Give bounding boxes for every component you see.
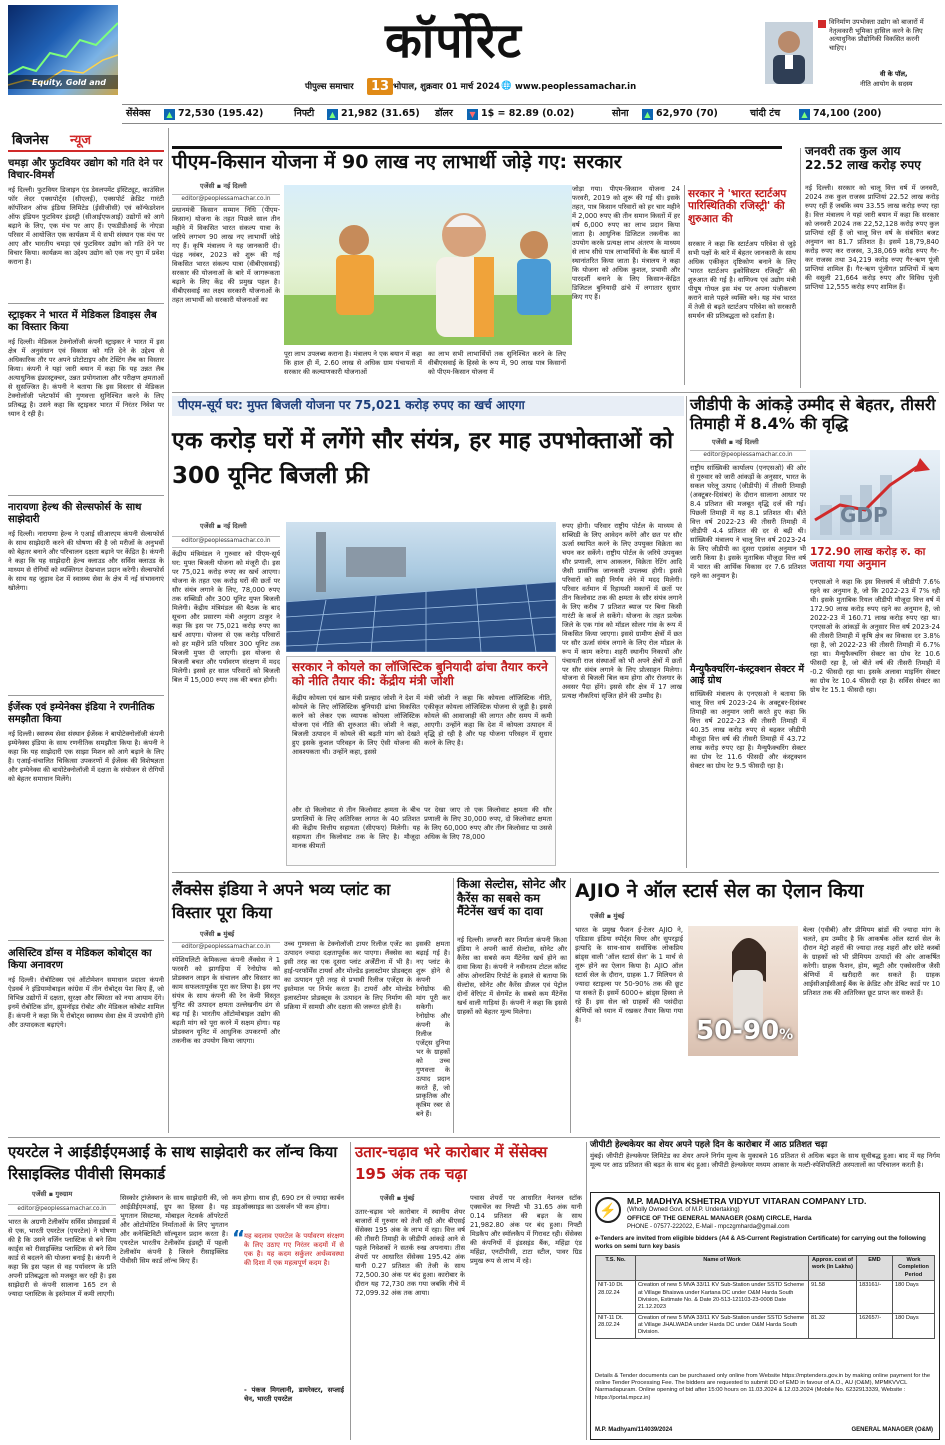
table-cell: Creation of new 5 MVA 33/11 KV Sub-Station under SSTD Scheme at Village Bhaiswa under Kartana DC under O&M Harda South Division, Estimate No. & Date 20-513-121103-23-0008 Date 21.12.2023 bbox=[636, 1281, 809, 1314]
arrow-up-icon: ▲ bbox=[799, 109, 810, 120]
sidebar-story-headline: असिस्टिव डॉग्स व मेडिकल कोबोट्स का किया अनावरण bbox=[8, 948, 152, 971]
table-cell: 183161/- bbox=[857, 1281, 893, 1314]
ticker-label-silver: चांदी टंच bbox=[750, 108, 781, 119]
ajio-ad-discount bbox=[696, 1014, 793, 1048]
ipo-headline: जीपीटी हेल्थकेयर का शेयर अपने पहले दिन के कारोबार में आठ प्रतिशत चढ़ा bbox=[590, 1140, 828, 1150]
table-cell: NIT-10 Dt. 28.02.24 bbox=[596, 1281, 636, 1314]
ipo-body: मुंबई। जीपीटी हेल्थकेयर लिमिटेड का शेयर अपने निर्गम मूल्य के मुकाबले 16 प्रतिशत से अधिक बढ़त के साथ सूचीबद्ध हुआ। बाद में यह निर्गम मूल्य पर आठ प्रतिशत की बढ़त के साथ बंद हुआ। जीपीटी हेल्थकेयर मध्यम आकार के मल्टी-स्पेशियलिटी अस्पतालों का परिचालन करती है। bbox=[590, 1152, 940, 1169]
sidebar-story-body: नई दिल्ली। रोबोटिक्स एवं ऑटोमेशन समाधान प्रदाता कंपनी ऐडवर्ब ने इंडियामोबाइल कांग्रेस में तीन रोबोट्स पेश किए हैं, जो विभिन्न उद्योगों में दक्षता, सुरक्षा और स्थिरता को नया आयाम देंगे। इनमें रोबोटिक डॉग, ह्यूमनॉइड रोबोट और मेडिकल कोबोट शामिल हैं। कंपनी ने कहा कि ये रोबोट्स स्वास्थ्य सेवा क्षेत्र में उपयोगी होंगे और उत्पादकता बढ़ाएंगे। bbox=[8, 976, 164, 1029]
revenue-headline: जनवरी तक कुल आय 22.52 लाख करोड़ रुपए bbox=[805, 144, 921, 173]
table-cell: 180 Days bbox=[893, 1313, 935, 1338]
pm-farmers-photo bbox=[284, 185, 572, 345]
byline: एजेंसी ▪ मुंबई bbox=[380, 1194, 415, 1202]
ticker-value-sensex: 72,530 (195.42) bbox=[178, 108, 264, 119]
tender-notice bbox=[590, 1192, 940, 1440]
ticker-value-silver: 74,100 (200) bbox=[813, 108, 882, 119]
arrow-up-icon: ▲ bbox=[327, 109, 338, 120]
page-number: 13 bbox=[367, 78, 393, 95]
ticker-label-gold: सोना bbox=[612, 108, 629, 119]
revenue-body: नई दिल्ली। सरकार को चालू वित्त वर्ष में जनवरी, 2024 तक कुल राजस्व प्राप्तियां 22.52 लाख करोड़ रुपए रहीं हैं जबकि व्यय 33.55 लाख करोड़ रुपए रहा है। वित्त मंत्रालय ने यहां जारी बयान में कहा कि सरकार को जनवरी 2024 तक 22,52,128 करोड़ रुपए कुल प्राप्तियां रहीं हैं जो चालू वित्त वर्ष के संबंधित बजट अनुमान का 81.7 प्रतिशत है। इसमें 18,79,840 करोड़ रुपए कर राजस्व, 3,38,069 करोड़ रुपए गैर-कर राजस्व तथा 34,219 करोड़ रुपए गैर-ऋण पूंजी प्राप्तियां शामिल हैं। गैर-ऋण पूंजीगत प्राप्तियों में ऋण की वसूली 21,664 करोड़ रुपए और विविध पूंजी प्राप्तियां 12,555 करोड़ रुपए शामिल हैं। bbox=[805, 184, 939, 291]
sidebar-story-headline: ईजेंस्क एवं इम्येनेक्स इंडिया ने रणनीतिक समझौता किया bbox=[8, 702, 155, 725]
table-header: T.S. No. bbox=[596, 1256, 636, 1281]
email-link[interactable]: editor@peoplessamachar.co.in bbox=[690, 450, 806, 462]
sidebar-story-body: नई दिल्ली। फुटवियर डिजाइन एंड डेवलपमेंट इंस्टिट्यूट, काउंसिल फॉर लेदर एक्सपोर्ट्स (सीएलई), एक्सपोर्ट क्रेडिट गारंटी कॉर्पोरेशन ऑफ इंडिया लिमिटेड (ईसीजीसी) एवं कॉन्फेडरेशन ऑफ इंडियन फुटवियर इंडस्ट्री (सीआईएफआई) उद्योगों को आगे बढ़ाने के लिए, एक मंच पर आए हैं। एफडीडीआई के नोएडा परिसर में आयोजित एक कार्यक्रम में ये सभी संस्थान एक मंच पर आए और भारतीय चमड़ा एवं फुटवियर उद्योग को गति देने पर विचार किया। कार्यक्रम का उद्देश्य उद्योग को एक नए युग में प्रवेश कराना है। bbox=[8, 186, 164, 266]
email-link[interactable]: editor@peoplessamachar.co.in bbox=[8, 1204, 116, 1216]
ticker-label-nifty: निफ्टी bbox=[294, 108, 315, 119]
gdp-graphic bbox=[810, 450, 940, 540]
arrow-down-icon: ▼ bbox=[467, 109, 478, 120]
quote-mark-icon bbox=[818, 20, 826, 28]
article-column: पचास शेयरों पर आधारित नेशनल स्टॉक एक्सचेंज का निफ्टी भी 31.65 अंक यानी 0.14 प्रतिशत की बढ़त के साथ 21,982.80 अंक पर बंद हुआ। निफ्टी मिडकैप और स्मॉलकैप में गिरावट रही। सेंसेक्स की कंपनियों में इंडसइंड बैंक, महिंद्रा एंड महिंद्रा, एनटीपीसी, टाटा स्टील, पावर ग्रिड प्रमुख रूप से लाभ में रहे। bbox=[470, 1194, 582, 1265]
ajio-body2: बेल्स (एवीबी) और प्रीमियम ब्रांडों की ज्यादा मांग के चलते, हम उम्मीद है कि आकर्षक ऑल स्टार्स सेल के दौरान मेट्रो शहरों की ज्यादा तरह शहरों और छोटे कस्बों के ग्राहकों को भी प्रीमियम उत्पादों की ओर आकर्षित करेगी। ग्राहक फैशन, होम, ब्यूटी और एक्सेसरीज जैसी श्रेणियों में खरीदारी कर सकते हैं। ग्राहक आईसीआईसीआई बैंक के क्रेडिट और डेबिट कार्ड पर 10 प्रतिशत तक की अतिरिक्त छूट प्राप्त कर सकते हैं। bbox=[803, 926, 940, 997]
article-column: केंद्रीय मंत्रिमंडल ने गुरुवार को पीएम-सूर्य घर: मुफ्त बिजली योजना को मंजूरी दी। इस पर 75,021 करोड़ रुपए का खर्च आएगा। योजना के तहत एक करोड़ घरों की छतों पर सौर संयंत्र लगाने के लिए, 78,000 रुपए तक सब्सिडी और 300 यूनिट मुफ्त बिजली मिलेगी। केंद्रीय मंत्रिमंडल की बैठक के बाद सूचना और प्रसारण मंत्री अनुराग ठाकुर ने कहा कि इस पर 75,021 करोड़ रुपए का खर्च आएगा। योजना से एक करोड़ परिवारों को हर महीने प्रति परिवार 300 यूनिट तक बिजली मुफ्त दी जाएगी। इस योजना से बिजली बचत और पर्यावरण संरक्षण में मदद मिलेगी। इससे हर साल परिवारों को बिजली बिल में 15,000 रुपए तक की बचत होगी। bbox=[172, 550, 280, 684]
startup-headline: सरकार ने 'भारत स्टार्टअप पारिस्थितिकी रजिस्ट्री' की शुरुआत की bbox=[688, 188, 787, 225]
article-column: भारत के अग्रणी टेलीकॉम सर्विस प्रोवाइडर्स में से एक, भारती एयरटेल (एयरटेल) ने घोषणा की है कि उसने वर्जिन प्लास्टिक से बने सिम कार्ड्स को रीसाइक्लिड प्लास्टिक से बने सिम कार्ड से बदलने की योजना बनाई है। कंपनी ने कहा कि इस पहल से वह पर्यावरण के प्रति अपनी प्रतिबद्धता को मजबूत कर रही है। इस साझेदारी से कंपनी सालाना 165 टन से ज्यादा प्लास्टिक के इस्तेमाल में कमी लाएगी। bbox=[8, 1218, 116, 1298]
article-column: पर देखा जाए तो एक किलोवाट क्षमता की सौर प्रणाली के लिए 30,000 रुपए, दो किलोवाट क्षमता के लिए 60,000 रुपए और तीन किलोवाट या उससे अधिक के लिए 78,000 bbox=[424, 806, 552, 841]
market-ticker bbox=[122, 104, 942, 124]
lead-headline: पीएम-किसान योजना में 90 लाख नए लाभार्थी जोड़े गए: सरकार bbox=[172, 146, 782, 173]
table-cell: 81.32 bbox=[809, 1313, 857, 1338]
sidebar-story-body: नई दिल्ली। मेडिकल टेक्नोलॉजी कंपनी स्ट्राइकर ने भारत में इस क्षेत्र में अनुसंधान एवं विकास को गति देने के उद्देश्य से अधिकारिक तौर पर अपने प्रोटोटाइप और टेस्टिंग लैब का विस्तार किया। कंपनी ने यहां जारी बयान में कहा कि यह उन्नत लैब अत्याधुनिक इंफ्रास्ट्रक्चर, उन्नत प्रयोगशाला और परीक्षण क्षमताओं से सुसज्जित है। कंपनी ने बताया कि इस विस्तार से मेडिकल टेक्नोलॉजी प्लेटफॉर्म की गुणवत्ता सुनिश्चित करने के लिए प्रतिबद्ध है। उसने कहा कि स्ट्राइकर भारत में निरंतर निवेश पर ध्यान दे रही है। bbox=[8, 338, 164, 418]
tender-subtitle: (Wholly Owned Govt. of M.P. Undertaking) bbox=[627, 1207, 740, 1213]
article-column: पूरा लाभ उपलब्ध कराना है। मंत्रालय ने एक बयान में कहा कि हाल ही में, 2.60 लाख से अधिक ग्राम पंचायतों में सरकार की कल्याणकारी योजनाओं bbox=[284, 350, 422, 376]
table-cell: NIT-11 Dt. 28.02.24 bbox=[596, 1313, 636, 1338]
article-column: उच्च गुणवत्ता के टेक्नोलॉजी टायर रिलीज एजेंट का उत्पादन ज्यादा दक्षतापूर्वक कर पाएगा। लैंक्सेस का इसी तरह का एक दूसरा प्लांट अर्जेंटीना में भी है। हाई-परफॉर्मेंस टायर्स और मोल्डेड इलास्टोमर प्रोडक्ट्स का उत्पादन पूरी तरह से प्रभावी रिलीज एजेंट्स के इस्तेमाल पर निर्भर करता है। टायरों और मोल्डेड इलास्टोमर प्रोडक्ट्स के उत्पादन के लिए निर्माण की प्रक्रिया में सामग्री और दक्षता की जरूरत होती है। bbox=[284, 940, 412, 1011]
sidebar-business-news bbox=[8, 128, 164, 1133]
table-cell: Creation of new 5 MVA 33/11 KV Sub-Station under SSTD Scheme at Village JHALWADA under Harda DC under O&M Harda South Division. bbox=[636, 1313, 809, 1338]
sidebar-story-body: नई दिल्ली। नारायणा हेल्थ ने एआई सीआरएम कंपनी सेल्सफोर्स के साथ साझेदारी करने की घोषणा की है जो मरीजों के अनुभवों को बेहतर बनाने और परिचालन दक्षता बढ़ाने पर केंद्रित है। कंपनी ने कहा कि यह साझेदारी हेल्थ क्लाउड और सर्विस क्लाउड के माध्यम से रोगियों को व्यक्तिगत देखभाल प्रदान करेगी। सेल्सफोर्स के साथ यह जुड़ाव देश में स्वास्थ्य सेवा के क्षेत्र में नई संभावनाएं खोलेगा। bbox=[8, 530, 164, 592]
sidebar-header bbox=[8, 132, 164, 152]
gdp-caption-head: 172.90 लाख करोड़ रु. का जताया गया अनुमान bbox=[810, 546, 926, 571]
gdp-body2: सांख्यिकी मंत्रालय के एनएसओ ने बताया कि चालू वित्त वर्ष 2023-24 के अक्टूबर-दिसंबर तिमाही का अनुमान जारी करते हुए कहा कि वित्त वर्ष 2022-23 की तीसरी तिमाही में 40.35 लाख करोड़ रुपए से बढ़कर जीडीपी मौजूदा वित्त वर्ष की तीसरी तिमाही में 43.72 लाख करोड़ रुपए रहा है। मैन्युफैक्चरिंग सेक्टर का ग्रोथ रेट 11.6 फीसदी और कंस्ट्रक्शन सेक्टर का ग्रोथ रेट 9.5 फीसदी रहा है। bbox=[690, 690, 806, 770]
company-logo-icon: ⚡ bbox=[595, 1197, 621, 1223]
byline: एजेंसी ▪ गुरुग्राम bbox=[32, 1190, 73, 1198]
byline: एजेंसी ▪ नई दिल्ली bbox=[200, 182, 247, 190]
gdp-headline: जीडीपी के आंकड़े उम्मीद से बेहतर, तीसरी तिमाही में 8.4% की वृद्धि bbox=[690, 395, 936, 433]
masthead-banner-image bbox=[8, 5, 118, 95]
gdp-caption-body: एनएसओ ने कहा कि इस वित्तवर्ष में जीडीपी 7.6% रहने का अनुमान है, जो कि 2022-23 में 7% रही थी। इसके मुताबिक रियल जीडीपी मौजूदा वित्त वर्ष में 172.90 लाख करोड़ रुपए रहने का अनुमान है, जो 2022-23 में 160.71 लाख करोड़ रुपए रहा था। एनएसओ के आंकड़ों के अनुसार वित्त वर्ष 2023-24 की तीसरी तिमाही में कृषि क्षेत्र का विकास दर 3.8% रहा है, जो 2022-23 की तीसरी तिमाही में 6.7% रहा था। मैन्युफैक्चरिंग सेक्टर का ग्रोथ रेट 10.6 फीसदी रहा है, जो बीते वर्ष की तीसरी तिमाही में -0.2 फीसदी रहा था। इसके अलावा माइनिंग सेक्टर का ग्रोथ रेट 10.4 फीसदी रहा है। सर्विस सेक्टर का ग्रोथ रेट 15.1 फीसदी रहा। bbox=[810, 578, 940, 694]
kia-headline: किआ सेल्टोस, सोनेट और कैरेंस का सबसे कम मैंटेनेंस खर्च का दावा bbox=[457, 877, 566, 919]
article-column: कम होगा। साथ ही, 690 टन से ज्यादा कार्बन डाइऑक्साइड का उत्सर्जन भी कम होगा। bbox=[232, 1194, 344, 1211]
ajio-sale-ad bbox=[688, 926, 798, 1056]
sidebar-header-b: न्यूज bbox=[70, 133, 92, 148]
quote-author-photo bbox=[765, 22, 813, 84]
ticker-label-sensex: सेंसेक्स bbox=[126, 108, 151, 119]
ajio-ad-discount-value: 50-90 bbox=[696, 1016, 780, 1046]
ticker-label-dollar: डॉलर bbox=[435, 108, 453, 119]
article-column: मंत्री जोशी ने कहा कि कोयला लॉजिस्टिक नीति, एकीकृत कोयला लॉजिस्टिक योजना से जुड़ी है। इससे कोयले की आवाजाही की लागत और समय में कमी आएगी। उन्होंने कहा कि देश में कोयला उत्पादन में वृद्धि हो रही है और यह योजना परिवहन में सुधार करने के लिए है। bbox=[424, 694, 552, 747]
paper-name: पीपुल्स समाचार bbox=[305, 82, 354, 92]
banner-text: Equity, Gold and bbox=[32, 78, 107, 87]
sensex-headline: उतार-चढ़ाव भरे कारोबार में सेंसेक्स 195 अंक तक चढ़ा bbox=[355, 1143, 548, 1183]
email-link[interactable]: editor@peoplessamachar.co.in bbox=[172, 536, 280, 548]
gdp-graphic-label: GDP bbox=[840, 503, 888, 527]
airtel-pullquote-box bbox=[232, 1228, 344, 1438]
startup-body: सरकार ने कहा कि स्टार्टअप परिवेश से जुड़े सभी पक्षों के बारे में बेहतर जानकारी के साथ अधिक एकीकृत दृष्टिकोण बनाने के लिए 'भारत स्टार्टअप इकोसिस्टम रजिस्ट्री' की शुरुआत की गई है। वाणिज्य एवं उद्योग मंत्री पीयूष गोयल इस मंच पर अपना पंजीकरण कराने वाले पहले व्यक्ति बने। यह मंच भारत में तेजी से बढ़ते स्टार्टअप परिवेश को सरकारी समर्थन की प्रतिबद्धता को दर्शाता है। bbox=[688, 240, 796, 320]
article-column: उतार-चढ़ाव भरे कारोबार में स्थानीय शेयर बाजारों में गुरुवार को तेजी रही और बीएसई सेंसेक्स 195 अंक के लाभ में रहा। वित्त वर्ष की तीसरी तिमाही के जीडीपी आंकड़े आने से पहले निवेशकों ने सतर्क रुख अपनाया। तीस शेयरों पर आधारित सेंसेक्स 195.42 अंक यानी 0.27 प्रतिशत की तेजी के साथ 72,500.30 अंक पर बंद हुआ। कारोबार के दौरान यह 72,730 तक गया जबकि नीचे में 72,099.32 अंक तक आया। bbox=[355, 1208, 465, 1297]
article-column: जोड़ा गया। पीएम-किसान योजना 24 फरवरी, 2019 को शुरू की गई थी। इसके तहत, पात्र किसान परिवारों को हर चार महीने में 2,000 रुपए की तीन समान किस्तों में हर वर्ष 6,000 रुपए का लाभ प्रदान किया जाता है। आधुनिक डिजिटल तकनीक का उपयोग करके प्रत्यक्ष लाभ अंतरण के माध्यम से लाभ सीधे पात्र लाभार्थियों के बैंक खातों में स्थानांतरित किया जाता है। मंत्रालय ने कहा कि योजना को अधिक कुशल, प्रभावी और पारदर्शी बनाने के लिए किसान-केंद्रित डिजिटल बुनियादी ढांचे में लगातार सुधार किए गए हैं। bbox=[572, 185, 680, 301]
airtel-pullquote: यह बदलाव एयरटेल के पर्यावरण संरक्षण के लिए उठाए गए निरंतर कदमों में से एक है। यह कदम सर्कुलर अर्थव्यवस्था की दिशा में एक महत्वपूर्ण कदम है। bbox=[244, 1232, 344, 1268]
tender-table bbox=[595, 1255, 935, 1339]
article-column: इसकी क्षमता बढ़ाई गई है। नए प्लांट के शुरू होने से कंपनी रेनोग्रोफ की मांग पूरी कर सकेगी। रेनोग्रोफ और कंपनी के रिलीज एजेंट्स दुनिया भर के ग्राहकों को उच्च गुणवत्ता के उत्पाद प्रदान करते हैं, जो प्राकृतिक और कृत्रिम रबर से बने हैं। bbox=[416, 940, 450, 1119]
sidebar-header-a: बिजनेस bbox=[12, 133, 49, 148]
lanxess-headline: लैंक्सेस इंडिया ने अपने भव्य प्लांट का विस्तार पूरा किया bbox=[172, 880, 391, 923]
table-cell: 91.58 bbox=[809, 1281, 857, 1314]
ajio-ad-discount-pct: % bbox=[779, 1027, 794, 1043]
gdp-body: राष्ट्रीय सांख्यिकी कार्यालय (एनएसओ) की ओर से गुरुवार को जारी आंकड़ों के अनुसार, भारत के सकल घरेलू उत्पाद (जीडीपी) में तीसरी तिमाही (अक्टूबर-दिसंबर) के दौरान सालाना आधार पर 8.4 प्रतिशत की मजबूत वृद्धि दर्ज की गई। पिछली तिमाही में यह 8.1 प्रतिशत थी। बीते वित्त वर्ष 2022-23 की तीसरी तिमाही में जीडीपी 4.4 प्रतिशत की दर से बढ़ी थी। सांख्यिकी मंत्रालय ने चालू वित्त वर्ष 2023-24 के लिए जीडीपी का दूसरा एडवांस अनुमान भी जारी किया है। इसके मुताबिक मौजूदा वित्त वर्ष में भारत की आर्थिक विकास दर 7.6 प्रतिशत रहने का अनुमान है। bbox=[690, 464, 806, 580]
quote-box bbox=[765, 18, 937, 96]
sidebar-story-headline: स्ट्राइकर ने भारत में मेडिकल डिवाइस लैब का विस्तार किया bbox=[8, 310, 157, 333]
masthead-info-bar bbox=[305, 80, 755, 96]
sidebar-story-body: नई दिल्ली। स्वास्थ्य सेवा संस्थान ईजेंस्क ने बायोटेक्नोलॉजी कंपनी इम्येनेक्स इंडिया के साथ रणनीतिक समझौता किया है। कंपनी ने कहा कि यह साझेदारी एक साझा मिशन को आगे बढ़ाने के लिए है। एआई-संचालित चिकित्सा उपकरणों में ईजेंस्क की विशेषज्ञता और इम्येनेक्स की बायोटेक्नोलॉजी में दक्षता के संयोजन से रोगियों को बेहतर समाधान मिलेंगे। bbox=[8, 730, 164, 783]
email-link[interactable]: editor@peoplessamachar.co.in bbox=[172, 194, 280, 206]
tender-contact: PHONE - 07577-222022, E-Mail - mpczgmharda@gmail.com bbox=[627, 1224, 790, 1230]
email-link[interactable]: editor@peoplessamachar.co.in bbox=[172, 942, 280, 954]
article-column: प्रधानमंत्री किसान सम्मान निधि (पीएम-किसान) योजना के तहत पिछले साल तीन महीने में विकसित भारत संकल्प यात्रा के जरिये लगभग 90 लाख नए लाभार्थी जोड़े गए हैं। कृषि मंत्रालय ने यह जानकारी दी। पंद्रह नवंबर, 2023 को शुरू की गई विकसित भारत संकल्प यात्रा (वीबीएसवाई) सरकार की योजनाओं के बारे में जागरूकता बढ़ाने के लिए केंद्र की प्रमुख पहल है। वीबीएसवाई का लक्ष्य सरकारी योजनाओं के तहत लाभार्थी को सरकारी योजनाओं का bbox=[172, 206, 280, 304]
solar-panels-photo bbox=[286, 522, 556, 652]
ticker-value-dollar: 1$ = 82.89 (0.02) bbox=[481, 108, 575, 119]
article-column: केंद्रीय कोयला एवं खान मंत्री प्रल्हाद जोशी ने देश में कोयले के लिए लॉजिस्टिक बुनियादी ढांचा विकसित करने को लेकर एक व्यापक कोयला लॉजिस्टिक योजना एवं नीति की शुरुआत की। जोशी ने कहा, बिजली उत्पादन में कोयले की बढ़ती मांग को देखते हुए इसके कुशल परिवहन के लिए ऐसी योजना की आवश्यकता थी। उन्होंने कहा, इससे bbox=[292, 694, 420, 756]
ticker-value-gold: 62,970 (70) bbox=[656, 108, 718, 119]
quote-mark-icon: “ bbox=[232, 1226, 246, 1250]
quote-text: विनिर्माण उपभोक्ता उद्योग को बाजारों में नेतृत्वकारी भूमिका हासिल करने के लिए अत्याधुनिक प्रौद्योगिकी विकसित करनी चाहिए। bbox=[829, 18, 924, 53]
tender-company: M.P. MADHYA KSHETRA VIDYUT VITARAN COMPANY LTD. bbox=[627, 1196, 867, 1206]
byline: एजेंसी ▪ नई दिल्ली bbox=[712, 438, 759, 446]
table-header: Work Completion Period bbox=[893, 1256, 935, 1281]
table-cell: 180 Days bbox=[893, 1281, 935, 1314]
ajio-headline: AJIO ने ऑल स्टार्स सेल का ऐलान किया bbox=[575, 880, 864, 902]
tender-ref: M.P. Madhyam/114039/2024 bbox=[595, 1427, 673, 1433]
airtel-headline: एयरटेल ने आईडीईएमआई के साथ साझेदारी कर लॉन्च किया रिसाइक्लिड पीवीसी सिमकार्ड bbox=[8, 1143, 338, 1183]
website[interactable]: www.peoplessamachar.in bbox=[515, 82, 637, 92]
article-column: रुपए होगी। परिवार राष्ट्रीय पोर्टल के माध्यम से सब्सिडी के लिए आवेदन करेंगे और छत पर सौर ऊर्जा स्थापित करने के लिए उपयुक्त विक्रेता का चयन कर सकेंगे। राष्ट्रीय पोर्टल के जरिये उपयुक्त सौर प्रणाली, लाभ आकलन, विक्रेता रेटिंग आदि जैसी प्रासंगिक जानकारी उपलब्ध होगी। इससे परिवारों को सही निर्णय लेने में मदद मिलेगी। परिवार वर्तमान में रिहायशी मकानों में छतों पर तीन किलोवाट तक की क्षमता के सौर संयंत्र लगाने के लिए करीब 7 प्रतिशत ब्याज पर बिना किसी गारंटी के कर्ज ले सकेंगे। योजना के तहत प्रत्येक जिले के एक गांव को मॉडल सोलर गांव के रूप में विकसित किया जाएगा। इससे ग्रामीण क्षेत्रों में छत पर सौर ऊर्जा संयंत्र लगाने के लिए रोल मॉडल के रूप में काम करेगा। शहरी स्थानीय निकायों और पंचायती राज संस्थाओं को भी अपने क्षेत्रों में छतों पर सौर संयंत्र लगाने के लिए प्रोत्साहन मिलेगा। योजना से बिजली बिल कम होगा और रोजगार के अवसर पैदा होंगे। इससे सौर क्षेत्र में 17 लाख प्रत्यक्ष नौकरियां सृजित होने की उम्मीद है। bbox=[562, 522, 682, 701]
table-header-row bbox=[596, 1256, 935, 1281]
kia-body: नई दिल्ली। लग्जरी कार निर्माता कंपनी किआ इंडिया ने अपनी कारों सेल्टोस, सोनेट और कैरेंस का सबसे कम मैंटेनेंस खर्च होने का दावा किया है। कंपनी ने नवीनतम टोटल कॉस्ट ऑफ ओनरशिप रिपोर्ट के हवाले से बताया कि सेल्टोस, सोनेट और कैरेंस डीजल एवं पेट्रोल दोनों वेरिएंट में सेगमेंट के सबसे कम मैंटेनेंस खर्च वाली गाड़ियां हैं। कंपनी ने कहा कि इससे ग्राहकों को बेहतर मूल्य मिलेगा। bbox=[457, 936, 567, 1016]
tender-table-wrap bbox=[595, 1255, 935, 1339]
article-column: स्पेशियलिटी केमिकल्स कंपनी लैंक्सेस ने 1 फरवरी को झागड़िया में रेनोग्रोफ को प्रोडक्शन लाइन के संचालन और विस्तार का काम सफलतापूर्वक पूरा कर लिया है। इस नए संयंत्र के साथ कंपनी की रेन केमी विस्तृत यूनिट की उत्पादन क्षमता उल्लेखनीय ढंग से बढ़ गई है। भारतीय ऑटोमोबाइल उद्योग की बढ़ती मांग को पूरा करने में सक्षम होगा। यह प्रोडक्शन यूनिट में आधुनिक उपकरणों और तकनीक का उपयोग किया जाएगा। bbox=[172, 956, 280, 1045]
airtel-attribution: - पंकज मिगलानी, डायरेक्टर, सप्लाई चेन, भारती एयरटेल bbox=[244, 1386, 344, 1403]
coal-headline: सरकार ने कोयले का लॉजिस्टिक बुनियादी ढांचा तैयार करने को नीति तैयार की: केंद्रीय मंत्री जोशी bbox=[292, 660, 548, 689]
arrow-up-icon: ▲ bbox=[164, 109, 175, 120]
dateline: भोपाल, शुक्रवार 01 मार्च 2024 bbox=[393, 82, 500, 92]
sidebar-story-headline: नारायणा हेल्थ की सेल्सफोर्स के साथ साझेदारी bbox=[8, 502, 142, 525]
article-column: और दो किलोवाट से तीन किलोवाट क्षमता के बीच प्रणालियों के लिए अतिरिक्त लागत के 40 प्रतिशत की केंद्रीय वित्तीय सहायता (सीएफए) मिलेगी। यह सहायता तीन किलोवाट तक के लिए है। मौजूदा मानक कीमतों bbox=[292, 806, 420, 850]
ticker-value-nifty: 21,982 (31.65) bbox=[341, 108, 420, 119]
tender-title: e-Tenders are invited from eligible bidders (A4 & AS-Current Registration Certificate) for carrying out the following works on semi turn key basis bbox=[595, 1235, 926, 1250]
masthead bbox=[0, 0, 945, 100]
article-column: सिस्कोर ट्रांजेक्शन के साथ साझेदारी की, जो आईडीईएमआई, ग्रुप का हिस्सा है। यह भुगतान सिस्टम्स, मोबाइल नेटवर्क ऑपरेटरों और ओटोमोटिव निर्माताओं के लिए भुगतान और कनेक्टिविटी सॉल्यूशन प्रदान करता है। एयरटेल भारतीय टेलीकॉम इंडस्ट्री में पहली टेलीकॉम कंपनी है जिसने रीसाइक्लिड पीवीसी सिम कार्ड लॉन्च किए हैं। bbox=[120, 1194, 228, 1265]
table-header: Name of Work bbox=[636, 1256, 809, 1281]
byline: एजेंसी ▪ मुंबई bbox=[590, 912, 625, 920]
tender-footer: Details & Tender documents can be purchased only online from Website https://mptenders.gov.in by making online payment for the online Tender Processing Fee. The bidders are requested to submit DD of EMD in favour of A.O., AU (O&M), MPMKVVCL Narmadapuram. Online opening of bid after 15:00 hours on 11.03.2024 & 12.03.2024 (Mobile No. 6232913339, Website : https://portal.mpcz.in) bbox=[595, 1373, 931, 1401]
ajio-body: भारत के प्रमुख फैशन ई-टेलर AJIO ने, एडिडास इंडिया स्पोर्ट्स वियर और सुपरड्राई इत्यादि के साथ-साथ सर्वाधिक लोकप्रिय ब्रांड्स वाली 'ऑल स्टार्स सेल' के 1 मार्च से शुरू होने का ऐलान किया है। AJIO ऑल स्टार्स सेल के दौरान, ग्राहक 1.7 मिलियन से ज्यादा स्टाइल्स पर 50-90% तक की छूट पा सकते हैं। इसमें 6000+ ब्रांड्स हिस्सा ले रहे हैं। इस सेल को ग्राहकों की पसंदीदा श्रेणियों को ध्यान में रखकर तैयार किया गया है। bbox=[575, 926, 683, 1024]
section-title: कॉर्पोरेट bbox=[385, 13, 522, 69]
arrow-up-icon: ▲ bbox=[642, 109, 653, 120]
gdp-subhead: मैन्युफैक्चरिंग-कंस्ट्रक्शन सेक्टर में आई ग्रोथ bbox=[690, 664, 805, 687]
quote-author: वी के पॉल, bbox=[880, 70, 908, 78]
globe-icon: 🌐 bbox=[501, 81, 512, 91]
solar-kicker: पीएम-सूर्य घर: मुफ्त बिजली योजना पर 75,021 करोड़ रुपए का खर्च आएगा bbox=[172, 396, 684, 416]
tender-office: OFFICE OF THE GENERAL MANAGER (O&M) CIRCLE, Harda bbox=[627, 1215, 812, 1222]
table-header: Approx. cost of work (in Lakhs) bbox=[809, 1256, 857, 1281]
byline: एजेंसी ▪ मुंबई bbox=[200, 930, 235, 938]
tender-signoff: GENERAL MANAGER (O&M) bbox=[851, 1427, 933, 1433]
table-row bbox=[596, 1313, 935, 1338]
sidebar-story-headline: चमड़ा और फुटवियर उद्योग को गति देने पर विचार-विमर्श bbox=[8, 158, 163, 181]
table-row bbox=[596, 1281, 935, 1314]
article-column: का लाभ सभी लाभार्थियों तक सुनिश्चित करने के लिए वीबीएसवाई के हिस्से के रूप में, 90 लाख पात्र किसानों को पीएम-किसान योजना में bbox=[428, 350, 566, 376]
solar-headline: एक करोड़ घरों में लगेंगे सौर संयंत्र, हर माह उपभोक्ताओं को 300 यूनिट बिजली फ्री bbox=[172, 428, 674, 489]
byline: एजेंसी ▪ नई दिल्ली bbox=[200, 522, 247, 530]
table-cell: 162657/- bbox=[857, 1313, 893, 1338]
quote-role: नीति आयोग के सदस्य bbox=[860, 80, 913, 88]
table-header: EMD bbox=[857, 1256, 893, 1281]
